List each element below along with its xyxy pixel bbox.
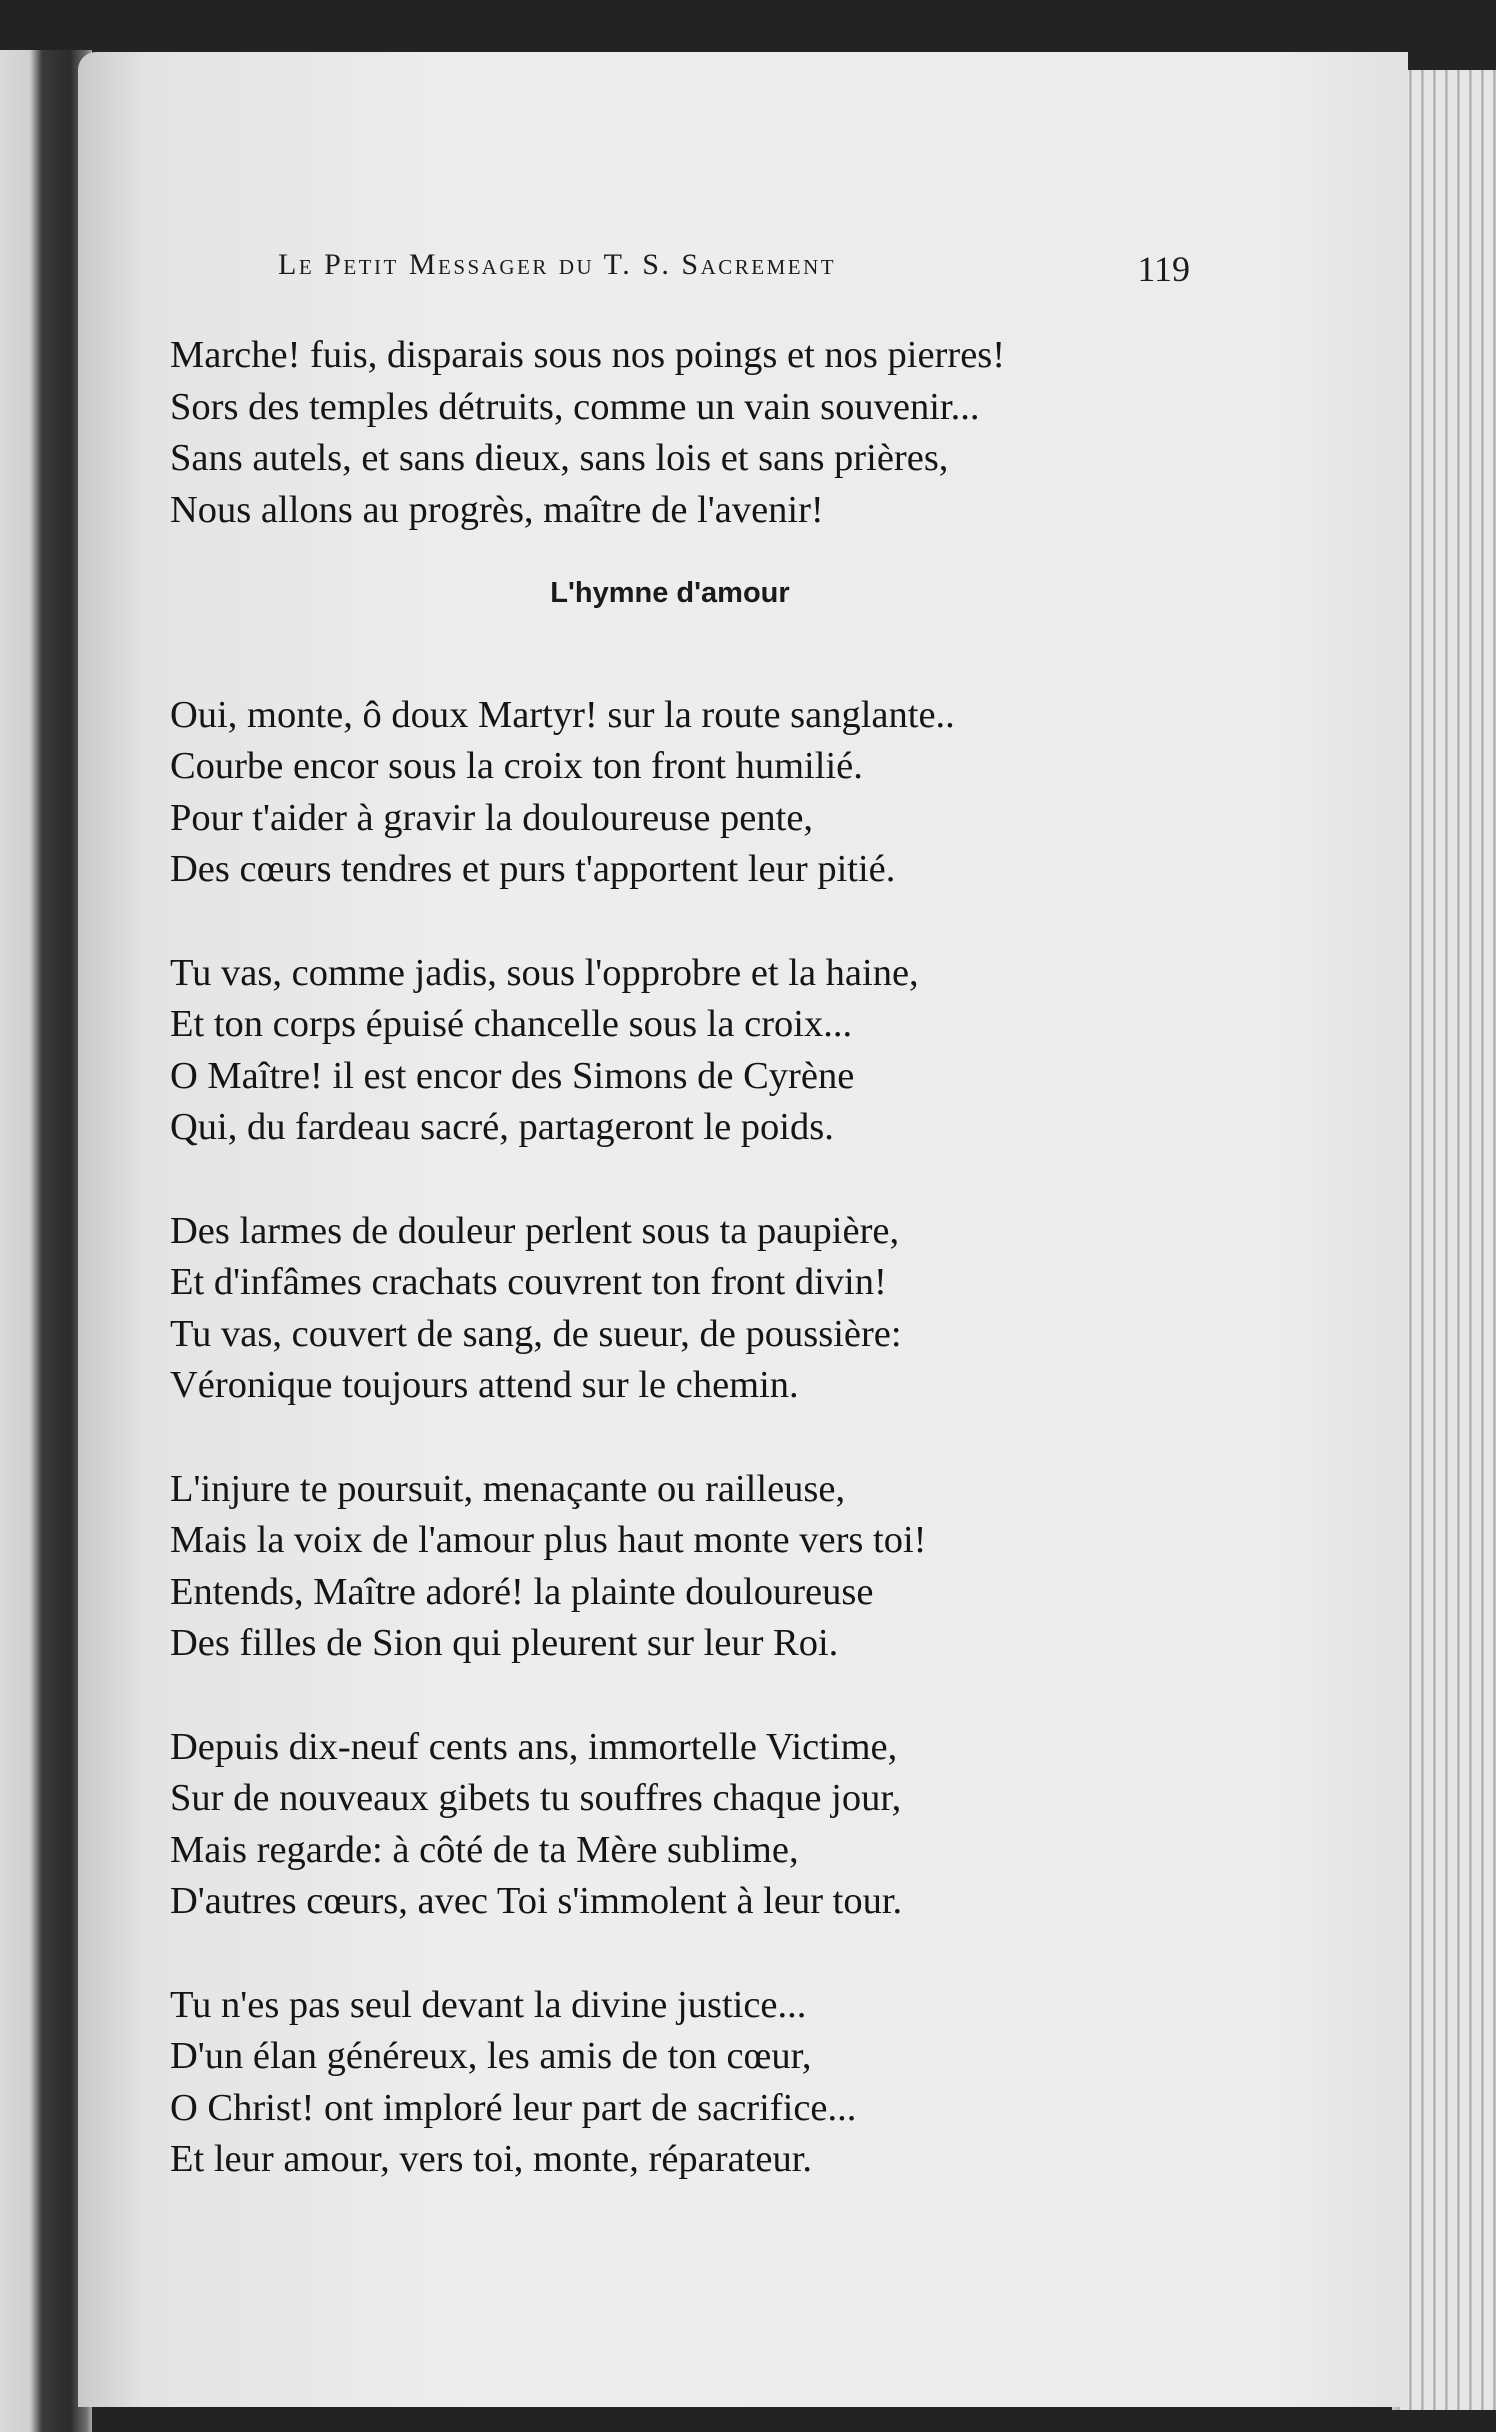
running-title: Le Petit Messager du T. S. Sacrement <box>278 248 837 281</box>
verse-line: Marche! fuis, disparais sous nos poings et nos pierres! <box>170 334 1006 376</box>
verse-line: Sur de nouveaux gibets tu souffres chaque jour, <box>170 1777 902 1819</box>
page-text <box>170 330 1200 2238</box>
section-title: L'hymne d'amour <box>550 577 790 609</box>
verse-line: Sans autels, et sans dieux, sans lois et sans prières, <box>170 437 949 479</box>
verse-line: Depuis dix-neuf cents ans, immortelle Victime, <box>170 1725 898 1768</box>
verse-line: Tu vas, comme jadis, sous l'opprobre et la haine, <box>170 951 919 994</box>
verse-line: Et ton corps épuisé chancelle sous la croix... <box>170 1003 853 1045</box>
verse-line: Et leur amour, vers toi, monte, réparateur. <box>170 2138 813 2180</box>
verse-line: Mais la voix de l'amour plus haut monte vers toi! <box>170 1519 927 1561</box>
verse-line: D'autres cœurs, avec Toi s'immolent à leur tour. <box>170 1880 903 1922</box>
verse-line: Véronique toujours attend sur le chemin. <box>170 1364 799 1406</box>
verse-line: Nous allons au progrès, maître de l'avenir! <box>170 488 824 531</box>
verse-line: Courbe encor sous la croix ton front humilié. <box>170 745 863 787</box>
verse-line: Tu n'es pas seul devant la divine justice... <box>170 1983 807 2026</box>
stanza <box>170 948 1200 1154</box>
verse-line: D'un élan généreux, les amis de ton cœur, <box>170 2035 812 2077</box>
opening-stanza <box>170 330 1200 536</box>
verse-line: O Maître! il est encor des Simons de Cyrène <box>170 1054 855 1097</box>
verse-line: Sors des temples détruits, comme un vain souvenir... <box>170 385 980 428</box>
verse-line: Des cœurs tendres et purs t'apportent leur pitié. <box>170 848 896 890</box>
stanza <box>170 1980 1200 2186</box>
verse-line: Pour t'aider à gravir la douloureuse pente, <box>170 796 814 839</box>
stanza <box>170 690 1200 896</box>
verse-line: Et d'infâmes crachats couvrent ton front divin! <box>170 1261 887 1303</box>
verse-line: Oui, monte, ô doux Martyr! sur la route sanglante.. <box>170 693 955 736</box>
stanza <box>170 1464 1200 1670</box>
page-number: 119 <box>1137 249 1190 289</box>
verse-line: Qui, du fardeau sacré, partageront le poids. <box>170 1106 834 1148</box>
verse-line: Des larmes de douleur perlent sous ta paupière, <box>170 1209 900 1252</box>
page-edges <box>1400 70 1496 2410</box>
verse-line: L'injure te poursuit, menaçante ou railleuse, <box>170 1467 846 1510</box>
stanza <box>170 1722 1200 1928</box>
verse-line: Tu vas, couvert de sang, de sueur, de poussière: <box>170 1312 902 1355</box>
verse-line: Des filles de Sion qui pleurent sur leur Roi. <box>170 1622 839 1664</box>
stanza <box>170 1206 1200 1412</box>
verse-line: Mais regarde: à côté de ta Mère sublime, <box>170 1828 799 1871</box>
verse-line: O Christ! ont imploré leur part de sacrifice... <box>170 2086 857 2129</box>
verse-line: Entends, Maître adoré! la plainte douloureuse <box>170 1570 874 1613</box>
